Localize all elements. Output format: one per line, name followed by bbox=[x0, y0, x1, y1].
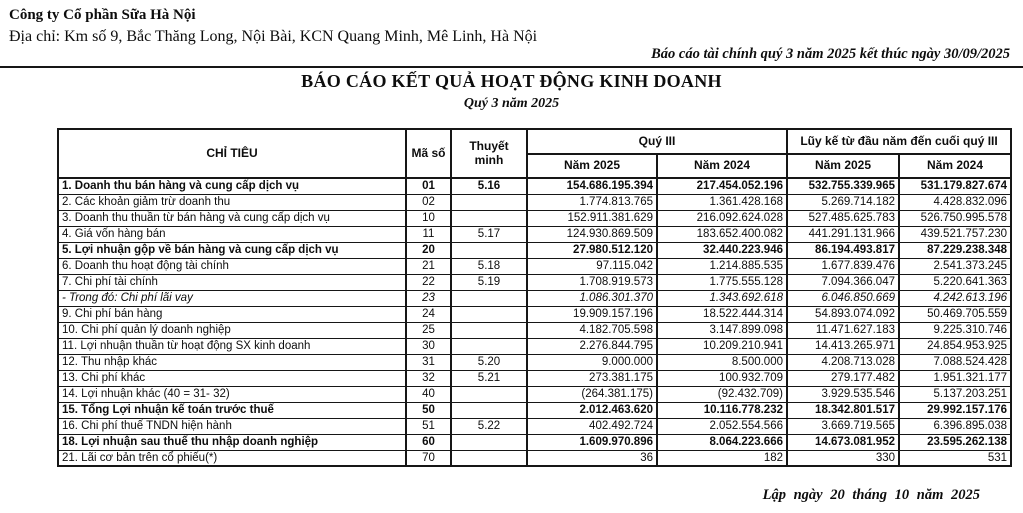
row-ytd-2024: 9.225.310.746 bbox=[899, 322, 1011, 338]
table-row bbox=[58, 226, 1011, 242]
row-label: 3. Doanh thu thuần từ bán hàng và cung cấp dịch vụ bbox=[58, 210, 406, 226]
row-note bbox=[451, 290, 527, 306]
row-label: 21. Lãi cơ bản trên cổ phiếu(*) bbox=[58, 450, 406, 466]
row-ytd-2024: 1.951.321.177 bbox=[899, 370, 1011, 386]
row-ytd-2025: 6.046.850.669 bbox=[787, 290, 899, 306]
table-row bbox=[58, 402, 1011, 418]
row-ytd-2024: 4.428.832.096 bbox=[899, 194, 1011, 210]
table-row bbox=[58, 354, 1011, 370]
company-address: Địa chỉ: Km số 9, Bắc Thăng Long, Nội Bài, KCN Quang Minh, Mê Linh, Hà Nội bbox=[9, 28, 538, 45]
table-row bbox=[58, 178, 1011, 194]
row-q3-2025: 27.980.512.120 bbox=[527, 242, 657, 258]
report-reference: Báo cáo tài chính quý 3 năm 2025 kết thúc ngày 30/09/2025 bbox=[651, 46, 1010, 62]
table-row bbox=[58, 338, 1011, 354]
row-ytd-2025: 54.893.074.092 bbox=[787, 306, 899, 322]
row-ytd-2024: 439.521.757.230 bbox=[899, 226, 1011, 242]
row-q3-2024: 10.116.778.232 bbox=[657, 402, 787, 418]
row-ytd-2024: 4.242.613.196 bbox=[899, 290, 1011, 306]
row-code: 24 bbox=[406, 306, 451, 322]
row-label: 13. Chi phí khác bbox=[58, 370, 406, 386]
row-note bbox=[451, 386, 527, 402]
row-code: 25 bbox=[406, 322, 451, 338]
row-q3-2024: 32.440.223.946 bbox=[657, 242, 787, 258]
row-ytd-2024: 7.088.524.428 bbox=[899, 354, 1011, 370]
row-label: 5. Lợi nhuận gộp về bán hàng và cung cấp dịch vụ bbox=[58, 242, 406, 258]
row-q3-2025: 152.911.381.629 bbox=[527, 210, 657, 226]
row-ytd-2025: 330 bbox=[787, 450, 899, 466]
table-row bbox=[58, 434, 1011, 450]
row-ytd-2025: 527.485.625.783 bbox=[787, 210, 899, 226]
header-divider bbox=[0, 66, 1023, 68]
row-note bbox=[451, 402, 527, 418]
row-ytd-2024: 5.220.641.363 bbox=[899, 274, 1011, 290]
row-q3-2025: 97.115.042 bbox=[527, 258, 657, 274]
table-row bbox=[58, 290, 1011, 306]
row-ytd-2025: 14.673.081.952 bbox=[787, 434, 899, 450]
row-ytd-2024: 24.854.953.925 bbox=[899, 338, 1011, 354]
row-ytd-2025: 532.755.339.965 bbox=[787, 178, 899, 194]
row-q3-2024: (92.432.709) bbox=[657, 386, 787, 402]
row-q3-2024: 8.500.000 bbox=[657, 354, 787, 370]
col-header-ma-so: Mã số bbox=[406, 129, 451, 178]
row-code: 30 bbox=[406, 338, 451, 354]
row-note: 5.16 bbox=[451, 178, 527, 194]
col-group-luy-ke: Lũy kế từ đầu năm đến cuối quý III bbox=[787, 129, 1011, 154]
table-row bbox=[58, 450, 1011, 466]
row-note bbox=[451, 242, 527, 258]
row-q3-2024: 10.209.210.941 bbox=[657, 338, 787, 354]
row-note bbox=[451, 306, 527, 322]
table-row bbox=[58, 258, 1011, 274]
row-code: 50 bbox=[406, 402, 451, 418]
row-code: 70 bbox=[406, 450, 451, 466]
col-header-q3-nam-2024: Năm 2024 bbox=[657, 154, 787, 178]
table-row bbox=[58, 386, 1011, 402]
row-label: 11. Lợi nhuận thuần từ hoạt động SX kinh doanh bbox=[58, 338, 406, 354]
row-note bbox=[451, 450, 527, 466]
row-code: 20 bbox=[406, 242, 451, 258]
row-note: 5.20 bbox=[451, 354, 527, 370]
row-note bbox=[451, 322, 527, 338]
row-label: 18. Lợi nhuận sau thuế thu nhập doanh nghiệp bbox=[58, 434, 406, 450]
row-code: 10 bbox=[406, 210, 451, 226]
row-ytd-2024: 5.137.203.251 bbox=[899, 386, 1011, 402]
row-q3-2025: (264.381.175) bbox=[527, 386, 657, 402]
row-ytd-2025: 4.208.713.028 bbox=[787, 354, 899, 370]
row-ytd-2025: 7.094.366.047 bbox=[787, 274, 899, 290]
row-note: 5.22 bbox=[451, 418, 527, 434]
row-q3-2024: 100.932.709 bbox=[657, 370, 787, 386]
company-name: Công ty Cổ phần Sữa Hà Nội bbox=[9, 7, 196, 23]
row-q3-2025: 9.000.000 bbox=[527, 354, 657, 370]
row-ytd-2025: 5.269.714.182 bbox=[787, 194, 899, 210]
row-q3-2025: 1.609.970.896 bbox=[527, 434, 657, 450]
row-ytd-2025: 14.413.265.971 bbox=[787, 338, 899, 354]
table-header bbox=[58, 129, 1011, 178]
row-code: 22 bbox=[406, 274, 451, 290]
col-header-chi-tieu: CHỈ TIÊU bbox=[58, 129, 406, 178]
row-label: 16. Chi phí thuế TNDN hiện hành bbox=[58, 418, 406, 434]
table-row bbox=[58, 194, 1011, 210]
row-ytd-2025: 3.669.719.565 bbox=[787, 418, 899, 434]
row-q3-2024: 182 bbox=[657, 450, 787, 466]
row-note bbox=[451, 434, 527, 450]
col-group-quy-iii: Quý III bbox=[527, 129, 787, 154]
col-header-ytd-nam-2025: Năm 2025 bbox=[787, 154, 899, 178]
row-q3-2024: 1.775.555.128 bbox=[657, 274, 787, 290]
row-q3-2025: 4.182.705.598 bbox=[527, 322, 657, 338]
row-q3-2024: 8.064.223.666 bbox=[657, 434, 787, 450]
row-label: 14. Lợi nhuận khác (40 = 31- 32) bbox=[58, 386, 406, 402]
row-q3-2025: 19.909.157.196 bbox=[527, 306, 657, 322]
col-header-ytd-nam-2024: Năm 2024 bbox=[899, 154, 1011, 178]
row-note: 5.18 bbox=[451, 258, 527, 274]
row-q3-2025: 1.774.813.765 bbox=[527, 194, 657, 210]
row-label: 12. Thu nhập khác bbox=[58, 354, 406, 370]
row-q3-2024: 216.092.624.028 bbox=[657, 210, 787, 226]
row-note bbox=[451, 210, 527, 226]
row-label: 4. Giá vốn hàng bán bbox=[58, 226, 406, 242]
row-q3-2024: 217.454.052.196 bbox=[657, 178, 787, 194]
row-label: 10. Chi phí quản lý doanh nghiệp bbox=[58, 322, 406, 338]
row-ytd-2025: 86.194.493.817 bbox=[787, 242, 899, 258]
row-code: 21 bbox=[406, 258, 451, 274]
col-header-thuyet-minh: Thuyết minh bbox=[451, 129, 527, 178]
row-ytd-2025: 3.929.535.546 bbox=[787, 386, 899, 402]
row-q3-2025: 2.276.844.795 bbox=[527, 338, 657, 354]
row-ytd-2024: 526.750.995.578 bbox=[899, 210, 1011, 226]
row-code: 23 bbox=[406, 290, 451, 306]
row-q3-2025: 124.930.869.509 bbox=[527, 226, 657, 242]
row-q3-2024: 3.147.899.098 bbox=[657, 322, 787, 338]
row-note: 5.21 bbox=[451, 370, 527, 386]
row-ytd-2024: 29.992.157.176 bbox=[899, 402, 1011, 418]
row-ytd-2024: 23.595.262.138 bbox=[899, 434, 1011, 450]
row-ytd-2024: 6.396.895.038 bbox=[899, 418, 1011, 434]
row-code: 01 bbox=[406, 178, 451, 194]
row-q3-2025: 1.708.919.573 bbox=[527, 274, 657, 290]
row-label: 15. Tổng Lợi nhuận kế toán trước thuế bbox=[58, 402, 406, 418]
table-row bbox=[58, 306, 1011, 322]
col-header-q3-nam-2025: Năm 2025 bbox=[527, 154, 657, 178]
row-label: 2. Các khoản giảm trừ doanh thu bbox=[58, 194, 406, 210]
prepared-date: Lập ngày 20 tháng 10 năm 2025 bbox=[762, 487, 980, 503]
row-q3-2025: 154.686.195.394 bbox=[527, 178, 657, 194]
table-row bbox=[58, 322, 1011, 338]
row-ytd-2024: 50.469.705.559 bbox=[899, 306, 1011, 322]
table-row bbox=[58, 370, 1011, 386]
row-q3-2024: 1.214.885.535 bbox=[657, 258, 787, 274]
table-row bbox=[58, 274, 1011, 290]
row-label: 6. Doanh thu hoạt động tài chính bbox=[58, 258, 406, 274]
row-code: 31 bbox=[406, 354, 451, 370]
row-code: 11 bbox=[406, 226, 451, 242]
row-q3-2025: 273.381.175 bbox=[527, 370, 657, 386]
row-code: 60 bbox=[406, 434, 451, 450]
table-row bbox=[58, 242, 1011, 258]
row-ytd-2024: 531 bbox=[899, 450, 1011, 466]
row-q3-2024: 1.343.692.618 bbox=[657, 290, 787, 306]
row-ytd-2024: 2.541.373.245 bbox=[899, 258, 1011, 274]
row-note bbox=[451, 194, 527, 210]
row-note: 5.17 bbox=[451, 226, 527, 242]
row-q3-2024: 18.522.444.314 bbox=[657, 306, 787, 322]
row-ytd-2025: 11.471.627.183 bbox=[787, 322, 899, 338]
row-code: 02 bbox=[406, 194, 451, 210]
row-label: 9. Chi phí bán hàng bbox=[58, 306, 406, 322]
row-q3-2025: 36 bbox=[527, 450, 657, 466]
row-q3-2024: 183.652.400.082 bbox=[657, 226, 787, 242]
report-table-body bbox=[58, 178, 1011, 466]
row-q3-2025: 402.492.724 bbox=[527, 418, 657, 434]
row-q3-2025: 2.012.463.620 bbox=[527, 402, 657, 418]
table-row bbox=[58, 418, 1011, 434]
row-q3-2024: 1.361.428.168 bbox=[657, 194, 787, 210]
row-ytd-2025: 1.677.839.476 bbox=[787, 258, 899, 274]
row-q3-2025: 1.086.301.370 bbox=[527, 290, 657, 306]
row-label: 7. Chi phí tài chính bbox=[58, 274, 406, 290]
table-row bbox=[58, 210, 1011, 226]
page-subtitle: Quý 3 năm 2025 bbox=[463, 96, 560, 111]
row-label: 1. Doanh thu bán hàng và cung cấp dịch vụ bbox=[58, 178, 406, 194]
row-q3-2024: 2.052.554.566 bbox=[657, 418, 787, 434]
income-statement-table bbox=[57, 128, 1012, 467]
row-ytd-2024: 531.179.827.674 bbox=[899, 178, 1011, 194]
row-code: 51 bbox=[406, 418, 451, 434]
page-title: BÁO CÁO KẾT QUẢ HOẠT ĐỘNG KINH DOANH bbox=[301, 71, 722, 91]
row-ytd-2025: 18.342.801.517 bbox=[787, 402, 899, 418]
row-code: 32 bbox=[406, 370, 451, 386]
row-note: 5.19 bbox=[451, 274, 527, 290]
row-code: 40 bbox=[406, 386, 451, 402]
row-ytd-2025: 279.177.482 bbox=[787, 370, 899, 386]
row-note bbox=[451, 338, 527, 354]
row-ytd-2025: 441.291.131.966 bbox=[787, 226, 899, 242]
row-ytd-2024: 87.229.238.348 bbox=[899, 242, 1011, 258]
row-label: - Trong đó: Chi phí lãi vay bbox=[58, 290, 406, 306]
